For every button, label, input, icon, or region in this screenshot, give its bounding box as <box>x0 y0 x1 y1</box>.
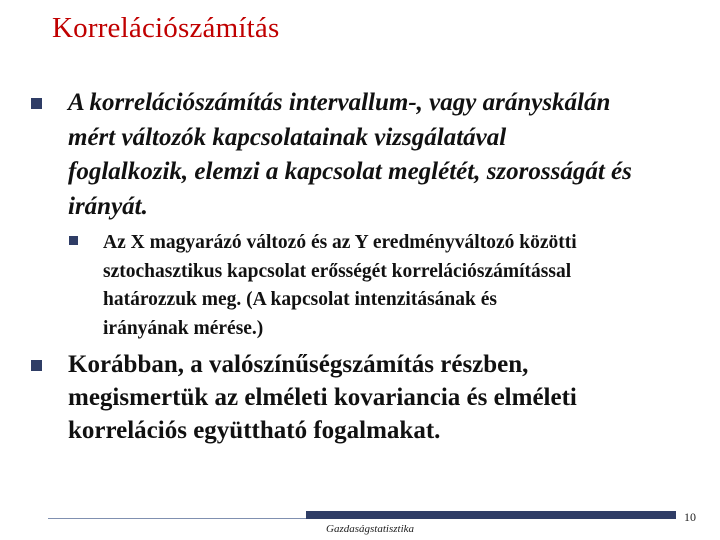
footer-divider-line <box>48 518 306 519</box>
bullet-1-line: foglalkozik, elemzi a kapcsolat meglétét, szorosságát és <box>68 158 632 185</box>
bullet-text-3 <box>68 348 577 447</box>
bullet-2-line: határozzuk meg. (A kapcsolat intenzitásának és <box>103 289 497 310</box>
bullet-3-line: korrelációs együttható fogalmakat. <box>68 417 441 444</box>
bullet-1-line: mért változók kapcsolatainak vizsgálatával <box>68 123 507 151</box>
bullet-2-line: sztochasztikus kapcsolat erősségét korrelációszámítással <box>103 260 572 282</box>
page-number: 10 <box>684 510 696 524</box>
bullet-3-line: megismertük az elméleti kovariancia és elméleti <box>68 384 577 411</box>
bullet-marker-2 <box>69 236 78 245</box>
bullet-2-line: irányának mérése.) <box>103 317 264 339</box>
bullet-marker-1 <box>31 98 42 109</box>
footer-label: Gazdaságstatisztika <box>326 523 415 535</box>
bullet-3-line: Korábban, a valószínűségszámítás részben, <box>68 351 529 378</box>
bullet-2-line: Az X magyarázó változó és az Y eredményváltozó közötti <box>103 232 577 253</box>
bullet-text-2 <box>103 229 577 343</box>
footer-accent-bar <box>306 511 676 519</box>
bullet-1-line: irányát. <box>68 192 148 220</box>
bullet-text-1 <box>68 86 632 224</box>
slide-title: Korrelációszámítás <box>52 12 280 44</box>
bullet-marker-3 <box>31 360 42 371</box>
bullet-1-line: A korrelációszámítás intervallum-, vagy arányskálán <box>68 89 611 116</box>
